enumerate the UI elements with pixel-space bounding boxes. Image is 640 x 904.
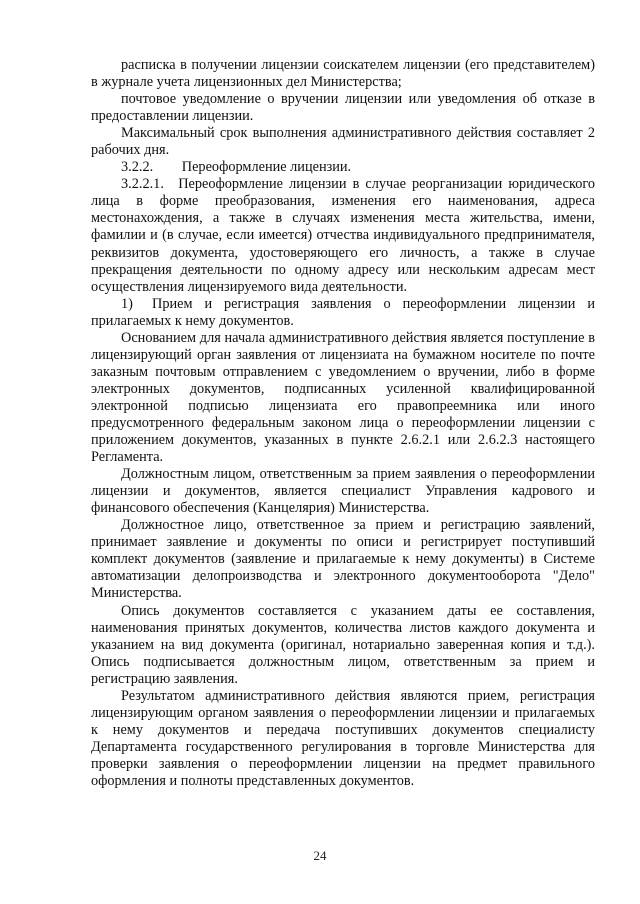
paragraph-inventory: Опись документов составляется с указанием даты ее составления, наименования принятых документов, количества листов каждого документа и указанием на вид документа (оригинал, нотариально заверенная копия и т.д.). Опись подписывается должностным лицом, ответственным за прием и регистрацию заявления. xyxy=(91,602,595,687)
paragraph-postal-notice: почтовое уведомление о вручении лицензии или уведомления об отказе в предоставлении лицензии. xyxy=(91,91,595,125)
page-number: 24 xyxy=(313,848,327,863)
paragraph-grounds: Основанием для начала административного действия является поступление в лицензирующий орган заявления от лицензиата на бумажном носителе по почте заказным почтовым отправлением с уведомлением о вручении, либо в форме электронных документов, подписанных усиленной квалифицированной электронной подписью лицензиата его правопреемника или иного предусмотренного федеральным законом лица о переоформлении лицензии с приложением документов, указанных в пункте 2.6.2.1 или 2.6.2.3 настоящего Регламента. xyxy=(91,329,595,466)
section-heading-3-2-2: 3.2.2. Переоформление лицензии. xyxy=(121,159,352,176)
paragraph-3-2-2-1: 3.2.2.1. Переоформление лицензии в случае реорганизации юридического лица в форме преобразования, изменения его наименования, адреса местонахождения, а также в случаях изменения места жительства, имени, фамилии и (в случае, если имеется) отчества индивидуального предпринимателя, реквизитов документа, удостоверяющего его личность, а также в случае прекращения деятельности по одному адресу или нескольким адресам мест осуществления лицензируемого вида деятельности. xyxy=(91,176,595,295)
paragraph-max-term: Максимальный срок выполнения административного действия составляет 2 рабочих дня. xyxy=(91,125,595,159)
paragraph-registration: Должностное лицо, ответственное за прием и регистрацию заявлений, принимает заявление и документы по описи и регистрирует поступивший комплект документов (заявление и прилагаемые к нему документы) в Системе автоматизации делопроизводства и электронного документооборота "Дело" Министерства. xyxy=(91,517,595,602)
paragraph-result: Результатом административного действия являются прием, регистрация лицензирующим органом заявления о переоформлении лицензии и прилагаемых к нему документов и передача поступивших документов специалисту Департамента государственного регулирования в торговле Министерства для проверки заявления о переоформлении лицензии на предмет правильного оформления и полноты представленных документов. xyxy=(91,687,595,789)
page-body xyxy=(91,57,595,790)
paragraph-step-1: 1) Прием и регистрация заявления о переоформлении лицензии и прилагаемых к нему документов. xyxy=(91,295,595,329)
paragraph-responsible-official: Должностным лицом, ответственным за прием заявления о переоформлении лицензии и документов, является специалист Управления кадрового и финансового обеспечения (Канцелярия) Министерства. xyxy=(91,466,595,517)
paragraph-receipt: расписка в получении лицензии соискателем лицензии (его представителем) в журнале учета лицензионных дел Министерства; xyxy=(91,57,595,91)
